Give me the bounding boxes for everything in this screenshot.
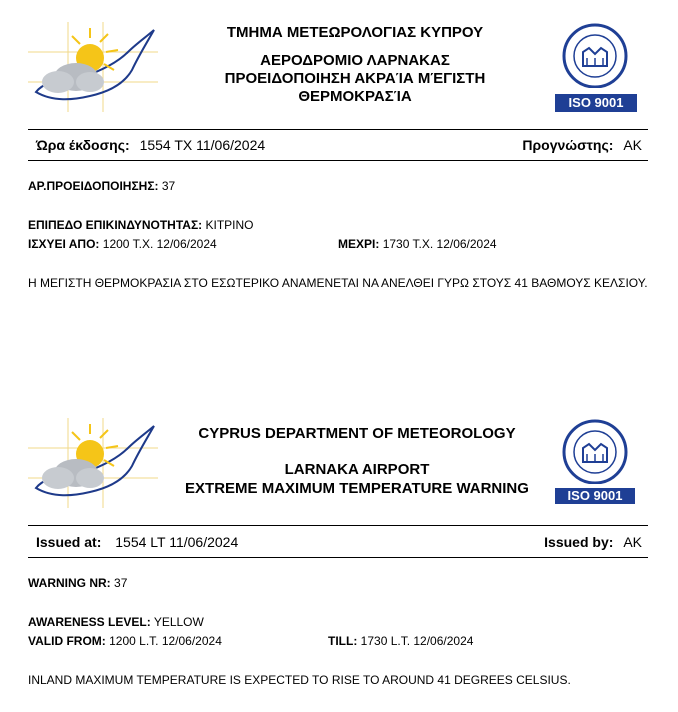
iso-badge-label: ISO 9001 <box>555 94 637 112</box>
warning-message: INLAND MAXIMUM TEMPERATURE IS EXPECTED TO RISE TO AROUND 41 DEGREES CELSIUS. <box>28 673 571 687</box>
header-warning-title-cont: ΘΕΡΜΟΚΡΑΣΊΑ <box>298 88 412 105</box>
header-airport-title: LARNAKA AIRPORT <box>284 461 430 478</box>
forecaster-label: Issued by: <box>544 534 614 550</box>
issued-time-row <box>36 137 265 153</box>
valid-till-row <box>328 634 473 648</box>
valid-from-row <box>28 237 217 251</box>
divider-top <box>28 129 648 130</box>
valid-till-value: 1730 Τ.Χ. 12/06/2024 <box>382 237 497 251</box>
awareness-level-row <box>28 218 254 232</box>
issued-value: 1554 LT 11/06/2024 <box>115 534 239 550</box>
valid-from-label: ΙΣΧΥΕΙ ΑΠΟ: <box>28 237 100 251</box>
weather-logo-icon <box>28 22 158 112</box>
forecaster-row <box>544 534 642 550</box>
valid-till-value: 1730 L.T. 12/06/2024 <box>360 634 474 648</box>
divider-bottom <box>28 557 648 558</box>
awareness-level-label: AWARENESS LEVEL: <box>28 615 151 629</box>
certified-seal-icon <box>555 418 635 484</box>
header-warning-title: ΠΡΟΕΙΔΟΠΟΙΗΣΗ ΑΚΡΑΊΑ ΜΈΓΙΣΤΗ <box>224 70 486 87</box>
valid-from-value: 1200 L.T. 12/06/2024 <box>109 634 222 648</box>
forecaster-value: AK <box>623 137 642 153</box>
iso-certification-badge <box>555 418 635 508</box>
warning-number-label: WARNING NR: <box>28 576 111 590</box>
valid-from-row <box>28 634 222 648</box>
weather-logo-icon <box>28 418 158 508</box>
forecaster-label: Προγνώστης: <box>522 137 614 153</box>
issued-label: Ώρα έκδοσης: <box>36 137 130 153</box>
header-dept-title: ΤΜΗΜΑ ΜΕΤΕΩΡΟΛΟΓΙΑΣ ΚΥΠΡΟΥ <box>226 24 484 41</box>
awareness-level-label: ΕΠΙΠΕΔΟ ΕΠΙΚΙΝΔΥΝΟΤΗΤΑΣ: <box>28 218 203 232</box>
warning-message: Η ΜΕΓΙΣΤΗ ΘΕΡΜΟΚΡΑΣΙΑ ΣΤΟ ΕΣΩΤΕΡΙΚΟ ΑΝΑΜΕΝΕΤΑΙ ΝΑ ΑΝΕΛΘΕΙ ΓΥΡΩ ΣΤΟΥΣ 41 ΒΑΘΜΟΥΣ ΚΕΛΣΙΟΥ. <box>28 276 648 290</box>
warning-number-row <box>28 576 127 590</box>
valid-till-label: ΜΕΧΡΙ: <box>338 237 380 251</box>
awareness-level-value: ΚΙΤΡΙΝΟ <box>205 218 254 232</box>
warning-number-row <box>28 179 175 193</box>
forecaster-value: AK <box>623 534 642 550</box>
iso-certification-badge <box>555 22 635 112</box>
header-warning-title: EXTREME MAXIMUM TEMPERATURE WARNING <box>185 480 529 497</box>
valid-till-row <box>338 237 497 251</box>
awareness-level-row <box>28 615 204 629</box>
forecaster-row <box>522 137 642 153</box>
certified-seal-icon <box>555 22 635 88</box>
divider-bottom <box>28 160 648 161</box>
header-dept-title: CYPRUS DEPARTMENT OF METEOROLOGY <box>198 425 516 442</box>
issued-time-row <box>36 534 238 550</box>
warning-number-label: ΑΡ.ΠΡΟΕΙΔΟΠΟΙΗΣΗΣ: <box>28 179 159 193</box>
awareness-level-value: YELLOW <box>153 615 204 629</box>
issued-value: 1554 ΤΧ 11/06/2024 <box>139 137 266 153</box>
valid-from-value: 1200 Τ.Χ. 12/06/2024 <box>102 237 217 251</box>
valid-from-label: VALID FROM: <box>28 634 106 648</box>
warning-number-value: 37 <box>114 576 128 590</box>
valid-till-label: TILL: <box>328 634 358 648</box>
header-airport-title: ΑΕΡΟΔΡΟΜΙΟ ΛΑΡΝΑΚΑΣ <box>260 52 450 69</box>
warning-number-value: 37 <box>161 179 176 193</box>
issued-label: Issued at: <box>36 534 102 550</box>
iso-badge-label: ISO 9001 <box>555 488 635 504</box>
divider-top <box>28 525 648 526</box>
